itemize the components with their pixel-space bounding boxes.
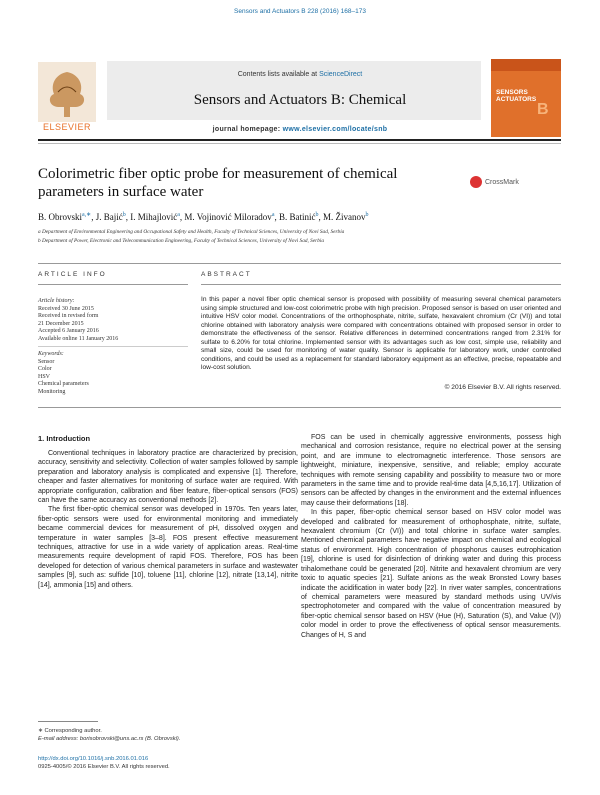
keyword: HSV xyxy=(38,373,51,380)
history-item: Accepted 6 January 2016 xyxy=(38,328,99,334)
right-column xyxy=(301,433,561,640)
publisher-name: ELSEVIER xyxy=(42,122,92,132)
keyword: Chemical parameters xyxy=(38,381,89,387)
article-title: Colorimetric fiber optic probe for measurement of chemical parameters in surface water xyxy=(38,166,398,200)
homepage-link[interactable]: www.elsevier.com/locate/snb xyxy=(282,126,388,133)
journal-cover xyxy=(491,59,561,137)
author[interactable]: B. Batinić$^b$ xyxy=(278,212,319,222)
journal-header-box xyxy=(107,61,481,120)
keywords-rule xyxy=(38,346,188,347)
keyword: Sensor xyxy=(38,358,55,365)
cover-title: SENSORS ACTUATORS xyxy=(496,89,537,103)
keywords xyxy=(38,351,178,396)
abstract-end-rule xyxy=(38,407,561,408)
corresponding-author: ∗ Corresponding author. xyxy=(38,728,102,734)
author-list: B. Obrovski$^{a,∗}$, J. Bajić$^b$, I. Mihajlović$^a$, M. Vojinović Miloradov$^a$, B. Batinić$^b$, M. Živanov$^b$ xyxy=(38,212,369,222)
sciencedirect-link[interactable]: ScienceDirect xyxy=(319,71,363,78)
history-item: Received in revised form xyxy=(38,313,99,319)
paragraph: The first fiber-optic chemical sensor was developed in 1970s. Ten years later, fiber-optic sensors were used for environmental monitoring and immediately became commercial devices for measurement of pH, dissolved oxygen and temperature in water samples [3–8]. FOS present effective measurement techniques, attractive for use in a wide variety of application areas. Real-time measurements require development of rapid FOS. Therefore, FOS has been developed for detection of various chemical parameters in surface and wastewater samples [9], such as: sulfide [10], toluene [11], chlorine [12], nitrate [13,14], nitrite [14], ammonia [15] and others. xyxy=(38,506,298,589)
doi-link[interactable]: http://dx.doi.org/10.1016/j.snb.2016.01.016 xyxy=(38,756,149,762)
author[interactable]: J. Bajić$^b$ xyxy=(95,212,126,222)
section-heading: 1. Introduction xyxy=(38,434,91,443)
cover-label-b: B xyxy=(537,101,549,118)
keyword: Color xyxy=(38,366,52,372)
footnote-rule xyxy=(38,721,98,722)
crossmark-icon xyxy=(470,176,482,188)
abstract-rule xyxy=(201,284,561,285)
contents-line: Contents lists available at ScienceDirect xyxy=(237,71,363,78)
paragraph: FOS can be used in chemically aggressive environments, possess high mechanical and corrosion resistance, require no electrical power at the sensing point, and are immune to electromagnetic interference. Those sensors are lightweight, miniature, inexpensive, sensitive, and reliable; employ accurate techniques with remote sensing capability and possibility to measure two or more parameters in the same time and to provide real-time data [4,5,16,17]. Utilization of sensors can be affected by changes in the environment and the external influences may cause their deformations [18]. xyxy=(301,434,561,507)
article-info xyxy=(38,298,178,343)
journal-homepage: journal homepage: www.elsevier.com/locate/snb xyxy=(212,126,388,133)
issn-line: 0925-4005/© 2016 Elsevier B.V. All rights reserved. xyxy=(38,764,170,770)
journal-citation: Sensors and Actuators B 228 (2016) 168–173 xyxy=(234,8,366,15)
left-column xyxy=(38,449,298,590)
header-rule xyxy=(38,139,561,141)
header-rule-thin xyxy=(38,143,561,144)
affiliation-b: b Department of Power, Electronic and Telecommunication Engineering, Faculty of Technical Sciences, University of Novi Sad, Serbia xyxy=(38,238,324,244)
crossmark-badge[interactable]: CrossMark xyxy=(470,176,560,192)
keywords-label: Keywords: xyxy=(38,351,64,357)
section-rule xyxy=(38,263,561,264)
journal-title: Sensors and Actuators B: Chemical xyxy=(193,92,407,108)
abstract-text: In this paper a novel fiber optic chemical sensor is proposed with possibility of measuring several chemical parameters using simple structured and low-cost colorimetric probe with high precision. Proposed sensor is based on user oriented and intuitive HSV color model. Concentrations of the orthophosphate, nitrite, sulfate, hexavalent chromium (Cr (VI)) and total chlorine obtained with laboratory analysis were compared with concentrations obtained with proposed sensor in order to demonstrate the effectiveness of the sensor. Relative differences in determined concentrations ranged from 2.31% for sulfate to 6.20% for total chlorine. Implemented sensor with its advantages such as low cost, simple use, reliability and small size, could be used for monitoring of water quality. Sensor is applicable for laboratory work, under controlled conditions, and could be used as a replacement for standard laboratory equipment as an effective, precise, repeatable and low-cost solution. xyxy=(201,296,561,371)
history-label: Article history: xyxy=(38,298,75,304)
author[interactable]: I. Mihajlović$^a$ xyxy=(130,212,180,222)
paragraph: In this paper, fiber-optic chemical sensor based on HSV color model was developed and calibrated for measurement of orthophosphate, nitrite, sulfate, hexavalent chromium (Cr (VI)) and total chlorine in surface water samples. Mentioned chemical parameters have negative impact on chemical and ecological status of environment. High concentration of phosphorus causes eutrophication [19], chlorine is used for disinfection of drinking water and during this process trihalomethane could be generated [20]. Nitrite and hexavalent chromium are very toxic to aquatic species [21]. Sulfate anions as the weak Bronsted Lowry bases indicate the acidification in water body [22]. In river water samples, concentrations of chemical parameters were measured by standard methods using UV/vis spectrophotometer and compared with the value of concentration measured by fiber-optic chemical sensor based on HSV (Hue (H), Saturation (S), and Value (V)) color model in order to prove the effectiveness of optical sensor measurements. Changes of H, S and xyxy=(301,509,561,639)
history-item: Available online 11 January 2016 xyxy=(38,335,119,342)
article-info-heading: ARTICLE INFO xyxy=(38,271,107,278)
author[interactable]: M. Živanov$^b$ xyxy=(322,212,369,222)
author[interactable]: B. Obrovski$^{a,∗}$ xyxy=(38,212,92,222)
paragraph: Conventional techniques in laboratory practice are characterized by precision, accuracy, sensitivity and selectivity. Collection of water samples followed by sample preparation and laboratory analysis is complicated and expensive [1]. Therefore, cheaper and faster alternatives for monitoring of surface water are required. With appropriate configuration, calibration and fiber feature, fiber-optical sensors (FOS) can have the same accuracy as conventional methods [2]. xyxy=(38,450,298,505)
author[interactable]: M. Vojinović Miloradov$^a$ xyxy=(184,212,275,222)
history-item: Received 30 June 2015 xyxy=(38,305,94,312)
history-item: 21 December 2015 xyxy=(38,320,84,327)
abstract-heading: ABSTRACT xyxy=(201,271,252,278)
author-email[interactable]: E-mail address: borisobrovski@uns.ac.rs (B. Obrovski). xyxy=(38,736,181,742)
abstract-copyright: © 2016 Elsevier B.V. All rights reserved. xyxy=(444,384,561,391)
doi-block xyxy=(38,755,170,771)
keyword: Monitoring xyxy=(38,388,66,395)
footnote xyxy=(38,727,180,743)
article-info-rule xyxy=(38,284,188,285)
affiliation-a: a Department of Environmental Engineering and Occupational Safety and Health, Faculty of Technical Sciences, University of Novi Sad, Serbia xyxy=(38,229,345,235)
